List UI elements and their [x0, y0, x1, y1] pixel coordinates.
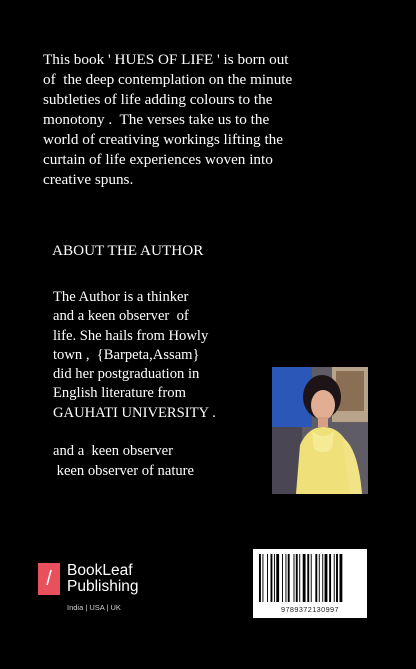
back-cover-blurb — [43, 50, 373, 190]
bio-line: English literature from — [53, 385, 186, 402]
bio-line: life. She hails from Howly — [53, 327, 209, 344]
bio-line: town , {Barpeta,Assam} — [53, 346, 200, 363]
isbn-number: 9789372130997 — [281, 605, 339, 614]
bio-line: keen observer of nature — [53, 462, 195, 479]
isbn-barcode — [253, 549, 367, 618]
bio-line: and a keen observer — [53, 443, 173, 460]
blurb-line: This book ' HUES OF LIFE ' is born out — [43, 51, 289, 68]
bio-line: The Author is a thinker — [53, 289, 189, 305]
bio-line: GAUHATI UNIVERSITY . — [53, 404, 216, 421]
bookleaf-logo-icon: / — [38, 563, 60, 595]
publisher-logo — [38, 563, 139, 595]
blurb-line: of the deep contemplation on the minute — [43, 71, 293, 88]
bio-line: and a keen observer of — [53, 308, 189, 325]
blurb-line: world of creativing workings lifting the — [43, 131, 283, 148]
author-photo — [272, 367, 368, 494]
bio-line: did her postgraduation in — [53, 366, 200, 383]
about-author-heading: ABOUT THE AUTHOR — [52, 242, 204, 259]
blurb-line: curtain of life experiences woven into — [43, 151, 273, 168]
blurb-line: subtleties of life adding colours to the — [43, 91, 273, 108]
author-portrait-illustration — [272, 367, 368, 494]
bio-line — [53, 423, 268, 442]
publisher-name — [67, 563, 139, 595]
blurb-line: monotony . The verses take us to the — [43, 111, 270, 128]
publisher-name-line2: Publishing — [67, 578, 139, 595]
barcode-icon — [259, 554, 361, 602]
publisher-name-line1: BookLeaf — [67, 562, 133, 579]
author-bio — [53, 288, 268, 481]
publisher-regions: India | USA | UK — [67, 603, 121, 612]
blurb-line: creative spuns. — [43, 171, 134, 188]
